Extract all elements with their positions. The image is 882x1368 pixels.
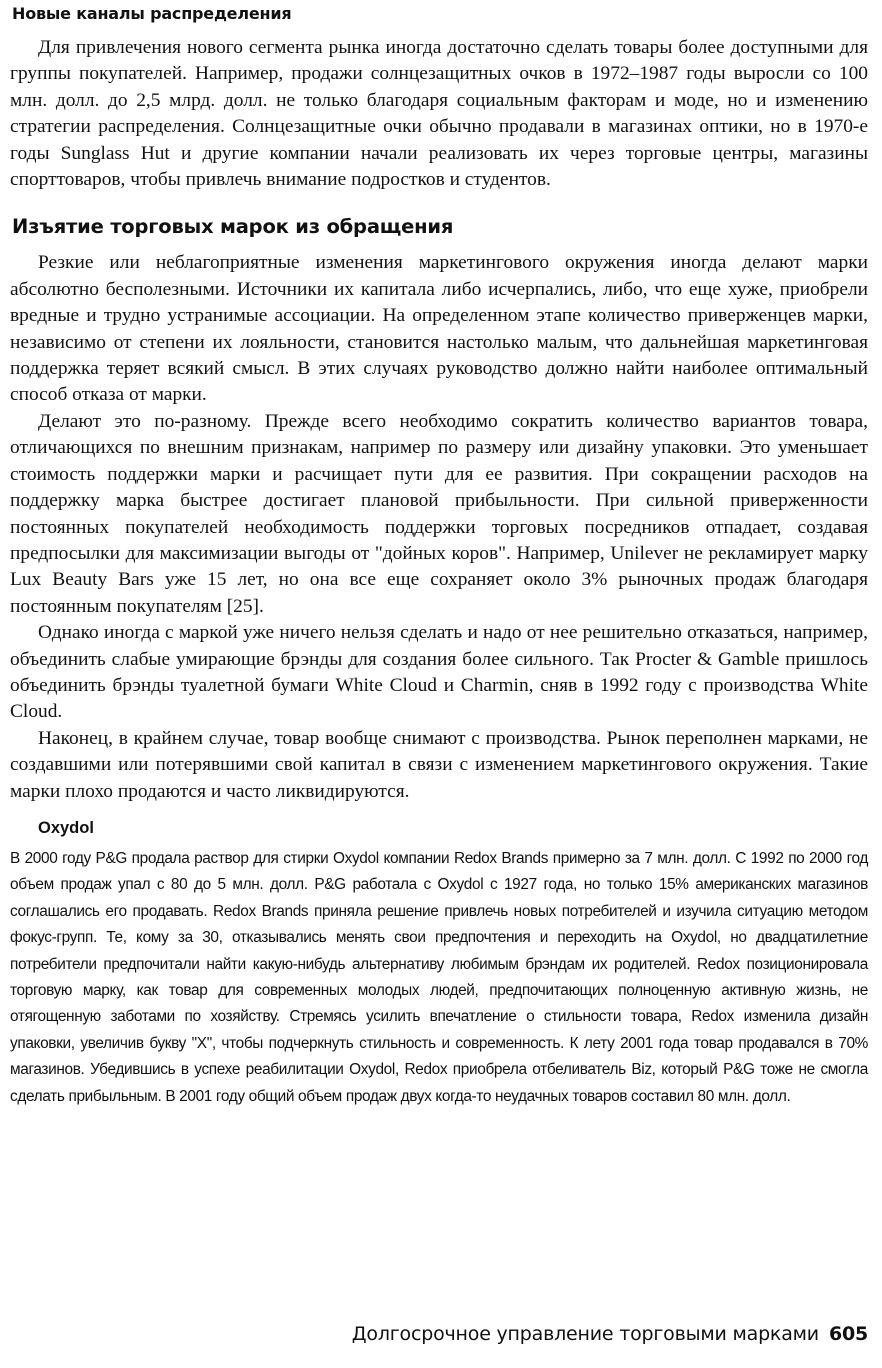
case-box-title: Oxydol — [38, 818, 94, 837]
case-box-text: В 2000 году P&G продала раствор для стирки Oxydol компании Redox Brands примерно за 7 млн. долл. С 1992 по 2000 год объем продаж упал с 80 до 5 млн. долл. P&G работала с Oxydol с 1927 года, но только 15% американских магазинов соглашались его продавать. Redox Brands приняла решение привлечь новых потребителей и изучила ситуацию методом фокус-групп. Те, кому за 30, отказывались менять свои предпочтения и переходить на Oxydol, но двадцатилетние потребители предпочитали найти какую-нибудь альтернативу любимым брэндам их родителей. Redox позиционировала торговую марку, как товар для современных молодых людей, предпочитающих полноценную активную жизнь, не отягощенную заботами по хозяйству. Стремясь усилить впечатление о стильности товара, Redox изменила дизайн упаковки, увеличив букву "X", чтобы подчеркнуть стильность и современность. К лету 2001 года товар продавался в 70% магазинов. Убедившись в успехе реабилитации Oxydol, Redox приобрела отбеливатель Biz, который P&G тоже не смогла сделать прибыльным. В 2001 году общий объем продаж двух когда-то неудачных товаров составил 80 млн. долл. — [10, 849, 868, 1105]
paragraph-withdrawal-1: Резкие или неблагоприятные изменения маркетингового окружения иногда делают марки абсолютно бесполезными. Источники их капитала либо исчерпались, либо, что еще хуже, приобрели вредные и трудно устранимые ассоциации. На определенном этапе количество приверженцев марки, независимо от степени их лояльности, становится настолько малым, что дальнейшая маркетинговая поддержка теряет всякий смысл. В этих случаях руководство должно найти наиболее оптимальный способ отказа от марки. — [10, 252, 868, 406]
page — [10, 0, 868, 1110]
page-number: 605 — [828, 1323, 868, 1345]
paragraph-new-channels: Для привлечения нового сегмента рынка иногда достаточно сделать товары более доступными для группы покупателей. Например, продажи солнцезащитных очков в 1972–1987 годы выросли со 100 млн. долл. до 2,5 млрд. долл. не только благодаря социальным факторам и моде, но и изменению стратегии распределения. Солнцезащитные очки обычно продавали в магазинах оптики, но в 1970-е годы Sunglass Hut и другие компании начали реализовать их через торговые центры, магазины спорттоваров, чтобы привлечь внимание подростков и студентов. — [10, 37, 868, 191]
running-title: Долгосрочное управление торговыми марками — [351, 1323, 819, 1345]
paragraph-withdrawal-4: Наконец, в крайнем случае, товар вообще снимают с производства. Рынок переполнен марками, не создавшими или потерявшими свой капитал в связи с изменением маркетингового окружения. Такие марки плохо продаются и часто ликвидируются. — [10, 727, 868, 802]
paragraph-withdrawal-2: Делают это по-разному. Прежде всего необходимо сократить количество вариантов товара, отличающихся по внешним признакам, например по размеру или дизайну упаковки. Это уменьшает стоимость поддержки марки и расчищает пути для ее развития. При сокращении расходов на поддержку марка быстрее достигает плановой прибыльности. При сильной приверженности постоянных покупателей необходимость поддержки торговых посредников отпадает, создавая предпосылки для максимизации выгоды от "дойных коров". Например, Unilever не рекламирует марку Lux Beauty Bars уже 15 лет, но она все еще сохраняет около 3% рыночных продаж благодаря постоянным покупателям [25]. — [10, 410, 868, 617]
paragraph-withdrawal-3: Однако иногда с маркой уже ничего нельзя сделать и надо от нее решительно отказаться, например, объединить слабые умирающие брэнды для создания более сильного. Так Procter & Gamble пришлось объединить брэнды туалетной бумаги White Cloud и Charmin, сняв в 1992 году с производства White Cloud. — [10, 622, 868, 723]
section-heading-new-channels: Новые каналы распределения — [12, 4, 292, 23]
page-footer — [0, 1323, 868, 1345]
section-heading-brand-withdrawal: Изъятие торговых марок из обращения — [12, 215, 454, 239]
case-box — [10, 819, 868, 1110]
